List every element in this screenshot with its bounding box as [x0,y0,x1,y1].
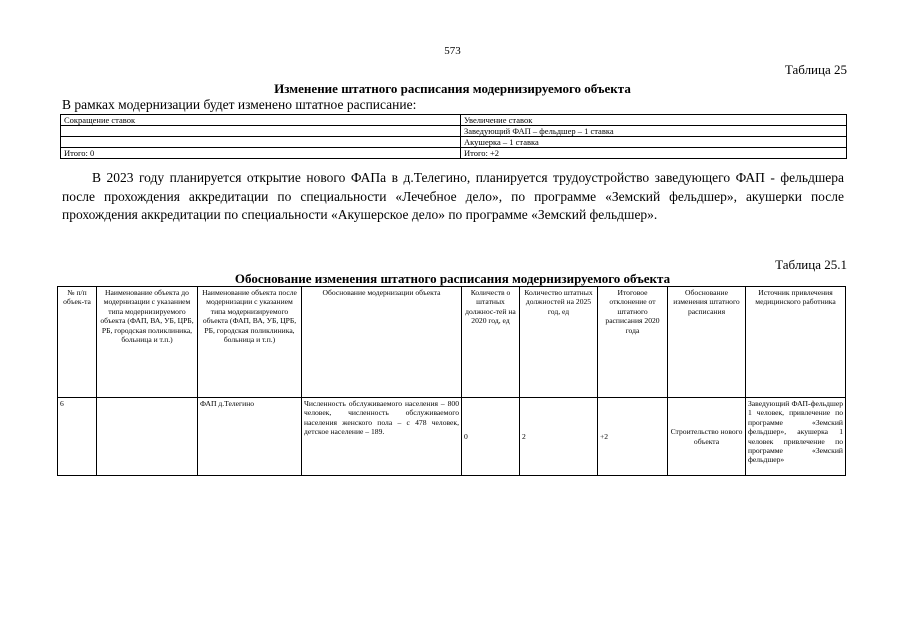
total-reduction: Итого: 0 [61,148,461,159]
cell-justification: Численность обслуживаемого населения – 800 человек, численность обслуживаемого населения женского пола – с 478 человек, детское население – 189. [302,398,462,476]
table-row [61,148,847,159]
cell-after: ФАП д.Телегино [198,398,302,476]
col-header-deviation: Итоговое отклонение от штатного расписания 2020 года [598,287,668,398]
empty-cell [61,126,461,137]
table-row [61,137,847,148]
increase-header: Увеличение ставок [461,115,847,126]
cell-count-2025: 2 [520,398,598,476]
table-header-row [58,287,846,398]
increase-item: Акушерка – 1 ставка [461,137,847,148]
table-25-1-title: Обоснование изменения штатного расписания модернизируемого объекта [234,271,671,286]
table-row [58,398,846,476]
cell-number: 6 [58,398,97,476]
cell-before [97,398,198,476]
body-paragraph: В 2023 году планируется открытие нового ФАПа в д.Телегино, планируется трудоустройство заведующего ФАП - фельдшера после прохождения аккредитации по специальности «Лечебное дело», по программе «Земский фельдшер», акушерки после прохождения аккредитации по специальности «Акушерское дело» по программе «Земский фельдшер». [62,170,844,222]
table-25-label: Таблица 25 [784,62,847,77]
increase-item: Заведующий ФАП – фельдшер – 1 ставка [461,126,847,137]
cell-count-2020: 0 [462,398,520,476]
table-row [61,126,847,137]
table-25-1-label: Таблица 25.1 [775,257,847,272]
total-increase: Итого: +2 [461,148,847,159]
staff-justification-table [57,286,846,476]
col-header-count-2020: Количеств о штатных должнос-тей на 2020 год, ед [462,287,520,398]
col-header-number: № п/п объек-та [58,287,97,398]
col-header-justification: Обоснование модернизации объекта [302,287,462,398]
col-header-source: Источник привлечения медицинского работника [746,287,846,398]
page-number: 573 [444,45,461,57]
col-header-after: Наименование объекта после модернизации с указанием типа модернизируемого объекта (ФАП, ВА, УБ, ЦРБ, РБ, городская поликлиника, больница и т.п.) [198,287,302,398]
empty-cell [61,137,461,148]
col-header-reason: Обоснование изменения штатного расписания [668,287,746,398]
table-25-title: Изменение штатного расписания модернизируемого объекта [274,81,631,96]
intro-text: В рамках модернизации будет изменено штатное расписание: [62,97,417,112]
cell-source: Заведующий ФАП-фельдшер 1 человек, привлечение по программе «Земский фельдшер», акушерка 1 человек привлечение по программе «Земский фельдшер» [746,398,846,476]
col-header-before: Наименование объекта до модернизации с указанием типа модернизируемого объекта (ФАП, ВА, УБ, ЦРБ, РБ, городская поликлиника, больница и т.п.) [97,287,198,398]
cell-deviation: +2 [598,398,668,476]
staff-change-table [60,114,847,159]
reduction-header: Сокращение ставок [61,115,461,126]
col-header-count-2025: Количество штатных должностей на 2025 год, ед [520,287,598,398]
cell-reason: Строительство нового объекта [668,398,746,476]
table-row [61,115,847,126]
